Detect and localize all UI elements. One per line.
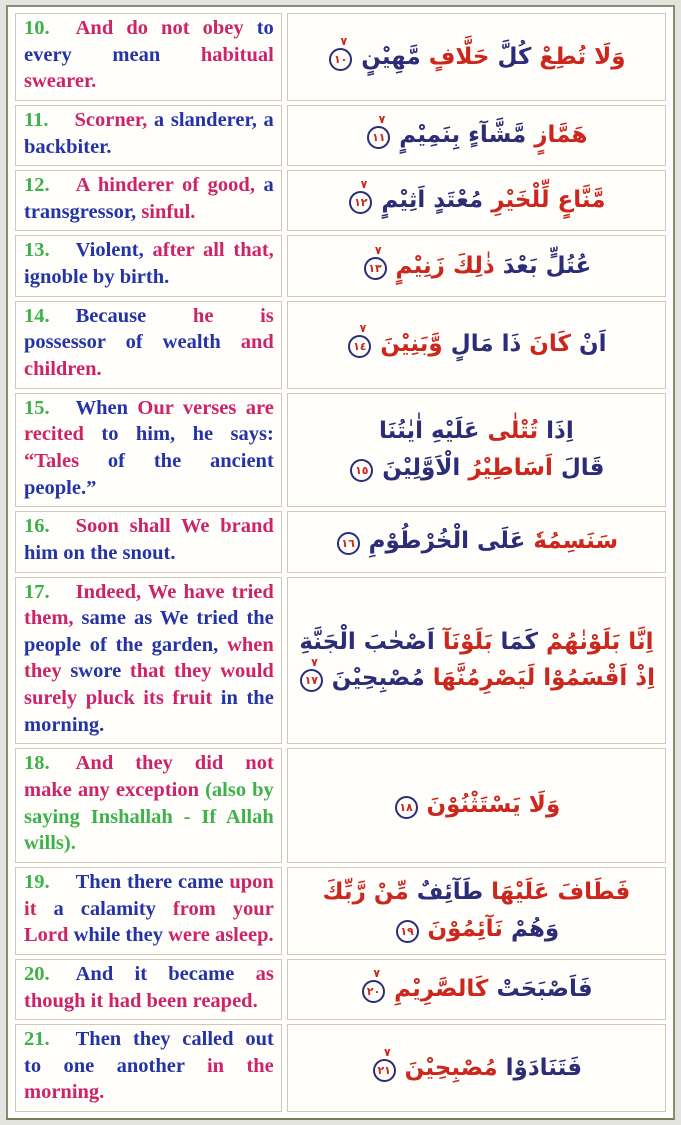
translation-segment: Soon shall We brand	[75, 515, 274, 538]
arabic-segment: نَآئِمُوْنَ	[427, 915, 503, 942]
ayah-end-marker: ٢١ ٧	[373, 1059, 396, 1082]
translation-segment: ignoble by birth.	[24, 266, 170, 289]
arabic-segment: عُتُلٍّ بَعْدَ	[502, 252, 592, 279]
arabic-line	[298, 178, 655, 219]
arabic-cell	[287, 13, 666, 101]
translation-segment: possessor of wealth	[24, 331, 221, 354]
arabic-segment: اَنْ	[578, 331, 607, 358]
translation-segment: When	[75, 396, 129, 419]
verse-number: 11.	[24, 108, 49, 131]
arabic-line	[298, 911, 655, 948]
arabic-segment: قَالَ	[560, 454, 605, 481]
verse-table-body	[15, 13, 666, 1112]
translation-segment: Indeed, We have tried them,	[24, 580, 274, 630]
arabic-segment: ذٰلِكَ زَنِيْمٍ	[395, 252, 495, 279]
translation-segment: Because	[75, 304, 147, 327]
translation-segment: as though it had been reaped.	[24, 962, 274, 1012]
translation-text	[24, 305, 274, 380]
arabic-segment: كَمَا	[500, 628, 538, 655]
ayah-end-marker: ١٠ ٧	[329, 48, 352, 71]
translation-text	[24, 397, 274, 499]
verse-number: 17.	[24, 580, 50, 603]
arabic-segment: اَصْحٰبَ الْجَنَّةِ	[299, 628, 435, 655]
arabic-line	[298, 624, 655, 661]
verse-row	[15, 748, 666, 863]
translation-segment: Scorner,	[74, 108, 148, 131]
arabic-segment: بَلَوْنَآ	[442, 628, 493, 655]
arabic-segment: اِذْ اَقْسَمُوْا لَيَصْرِمُنَّهَا	[432, 665, 655, 692]
ayah-end-marker: ١٩	[396, 920, 419, 943]
translation-segment: “Tales	[24, 449, 80, 472]
verse-number: 18.	[24, 752, 50, 775]
translation-segment: to every mean	[24, 17, 274, 66]
translation-segment: he is	[192, 304, 274, 327]
translation-cell	[15, 170, 282, 231]
translation-segment: habitual swearer.	[24, 43, 274, 93]
ayah-end-marker: ١٨	[395, 796, 418, 819]
arabic-segment: مَّشَّآءٍ بِنَمِيْمٍ	[399, 122, 527, 149]
translation-segment: and children.	[24, 331, 274, 381]
quran-page	[6, 5, 675, 1120]
translation-cell	[15, 959, 282, 1020]
translation-cell	[15, 393, 282, 508]
translation-segment: after all that,	[152, 239, 274, 262]
arabic-segment: هَمَّازٍ	[534, 122, 588, 149]
arabic-segment: الْاَوَّلِيْنَ	[382, 454, 461, 481]
arabic-segment: فَطَافَ عَلَيْهَا	[491, 879, 631, 906]
waqf-mark-icon: ٧	[378, 113, 386, 127]
translation-segment: And they did not make any exception	[24, 752, 274, 802]
arabic-segment: فَاَصْبَحَتْ	[496, 976, 593, 1003]
arabic-segment: مِّنْ رَّبِّكَ	[322, 879, 409, 906]
verse-row	[15, 959, 666, 1020]
translation-segment: were asleep.	[168, 924, 274, 947]
translation-cell	[15, 511, 282, 572]
arabic-segment: اَسَاطِيْرُ	[468, 454, 553, 481]
arabic-cell	[287, 748, 666, 863]
arabic-segment: وَلَا تُطِعْ	[539, 43, 626, 70]
translation-segment: of the ancient people.”	[24, 449, 274, 499]
translation-cell	[15, 301, 282, 389]
arabic-cell	[287, 235, 666, 296]
arabic-cell	[287, 170, 666, 231]
ayah-end-marker: ١٥	[350, 459, 373, 482]
arabic-line	[298, 967, 655, 1008]
translation-text	[24, 17, 274, 92]
waqf-mark-icon: ٧	[360, 178, 368, 192]
arabic-segment: مَّهِيْنٍ	[361, 43, 421, 70]
translation-cell	[15, 577, 282, 745]
arabic-line	[298, 450, 655, 487]
translation-cell	[15, 235, 282, 296]
translation-segment: a slanderer, a backbiter.	[24, 108, 274, 158]
verse-row	[15, 235, 666, 296]
translation-text	[24, 174, 274, 223]
arabic-segment: اِنَّا بَلَوْنٰهُمْ	[546, 628, 654, 655]
arabic-segment: وَلَا يَسْتَثْنُوْنَ	[426, 792, 561, 819]
translation-segment: in the morning.	[24, 687, 274, 736]
arabic-segment: مُعْتَدٍ اَثِيْمٍ	[381, 187, 484, 214]
translation-text	[24, 871, 274, 946]
translation-segment: same as We tried the people of the garden,	[24, 607, 274, 656]
verse-row	[15, 170, 666, 231]
verse-row	[15, 105, 666, 166]
verse-row	[15, 577, 666, 745]
waqf-mark-icon: ٧	[311, 656, 318, 670]
arabic-segment: سَنَسِمُهٗ	[533, 528, 619, 555]
arabic-cell	[287, 105, 666, 166]
translation-segment: to him, he says:	[101, 423, 274, 446]
arabic-line	[298, 243, 655, 285]
arabic-line	[298, 1045, 655, 1087]
ayah-end-marker: ١٦	[337, 532, 360, 555]
arabic-cell	[287, 393, 666, 508]
ayah-end-marker: ١٤ ٧	[348, 335, 371, 358]
translation-text	[24, 109, 274, 158]
verse-number: 19.	[24, 870, 50, 893]
arabic-segment: فَتَنَادَوْا	[505, 1054, 583, 1081]
translation-segment: Violent,	[75, 239, 144, 262]
translation-text	[24, 515, 274, 564]
translation-segment: from your Lord	[24, 897, 274, 947]
arabic-cell	[287, 867, 666, 955]
waqf-mark-icon: ٧	[340, 34, 348, 48]
verse-number: 15.	[24, 396, 50, 419]
translation-segment: And it became	[75, 962, 235, 985]
translation-segment: Our verses are recited	[24, 396, 274, 446]
verse-row	[15, 13, 666, 101]
arabic-cell	[287, 959, 666, 1020]
ayah-end-marker: ١٧ ٧	[300, 669, 323, 692]
translation-segment: him on the snout.	[24, 541, 176, 564]
translation-segment: upon it	[24, 870, 274, 920]
waqf-mark-icon: ٧	[374, 243, 382, 257]
translation-cell	[15, 867, 282, 955]
arabic-line	[298, 656, 655, 697]
arabic-line	[298, 787, 655, 824]
translation-segment: when they	[24, 633, 274, 683]
arabic-segment: وَّبَنِيْنَ	[380, 331, 443, 358]
arabic-segment: ذَا مَالٍ	[450, 331, 522, 358]
verse-number: 16.	[24, 515, 50, 538]
translation-text	[24, 1028, 274, 1103]
translation-cell	[15, 1024, 282, 1112]
arabic-cell	[287, 577, 666, 745]
translation-segment: A hinderer of good,	[75, 174, 255, 197]
waqf-mark-icon: ٧	[359, 322, 367, 336]
verse-row	[15, 511, 666, 572]
arabic-segment: مُصْبِحِيْنَ	[331, 665, 425, 692]
arabic-cell	[287, 1024, 666, 1112]
translation-segment: Then there came	[75, 870, 224, 893]
verse-row	[15, 301, 666, 389]
arabic-cell	[287, 301, 666, 389]
translation-segment: that they would surely pluck its fruit	[24, 660, 274, 710]
arabic-line	[298, 523, 655, 560]
ayah-end-marker: ١١ ٧	[367, 126, 390, 149]
translation-segment: Then they called out to one another	[24, 1028, 274, 1077]
arabic-segment: كُلَّ	[497, 43, 532, 70]
translation-text	[24, 581, 274, 736]
translation-segment: a transgressor,	[24, 174, 274, 223]
translation-segment: in the morning.	[24, 1054, 274, 1104]
arabic-segment: كَالصَّرِيْمِ	[394, 976, 489, 1003]
translation-text	[24, 963, 274, 1012]
ayah-end-marker: ١٣ ٧	[364, 257, 387, 280]
translation-cell	[15, 13, 282, 101]
verse-number: 20.	[24, 962, 50, 985]
verse-number: 21.	[24, 1028, 50, 1051]
arabic-segment: عَلَيْهِ اٰيٰتُنَا	[379, 418, 480, 445]
verse-row	[15, 867, 666, 955]
arabic-line	[298, 413, 655, 450]
translation-segment: (also by saying Inshallah - If Allah wills).	[24, 779, 274, 855]
arabic-segment: طَآئِفٌ	[416, 879, 484, 906]
arabic-segment: وَهُمْ	[510, 915, 560, 942]
translation-cell	[15, 748, 282, 863]
translation-segment: a calamity	[53, 897, 156, 920]
arabic-segment: تُتْلٰى	[487, 418, 539, 445]
translation-text	[24, 239, 274, 288]
translation-segment: swore	[70, 660, 122, 683]
translation-segment: while they	[73, 924, 163, 947]
translation-segment: And do not obey	[75, 17, 244, 39]
verse-table	[10, 9, 671, 1116]
arabic-segment: كَانَ	[529, 331, 571, 358]
verse-row	[15, 1024, 666, 1112]
translation-cell	[15, 105, 282, 166]
ayah-end-marker: ٢٠ ٧	[362, 980, 385, 1003]
arabic-cell	[287, 511, 666, 572]
waqf-mark-icon: ٧	[383, 1045, 391, 1059]
arabic-segment: عَلَى الْخُرْطُوْمِ	[368, 528, 526, 555]
arabic-line	[298, 113, 655, 154]
verse-number: 10.	[24, 17, 50, 39]
ayah-end-marker: ١٢ ٧	[349, 191, 372, 214]
arabic-segment: اِذَا	[546, 418, 574, 445]
arabic-line	[298, 34, 655, 76]
verse-number: 12.	[24, 174, 50, 197]
arabic-segment: مُصْبِحِيْنَ	[404, 1054, 498, 1081]
translation-text	[24, 752, 274, 854]
waqf-mark-icon: ٧	[373, 967, 381, 981]
translation-segment: sinful.	[141, 200, 196, 223]
arabic-line	[298, 322, 655, 363]
verse-row	[15, 393, 666, 508]
verse-number: 14.	[24, 304, 50, 327]
verse-number: 13.	[24, 239, 50, 262]
arabic-line	[298, 874, 655, 911]
arabic-segment: حَلَّافٍ	[428, 43, 490, 70]
arabic-segment: مَّنَّاعٍ لِّلْخَيْرِ	[491, 187, 606, 214]
